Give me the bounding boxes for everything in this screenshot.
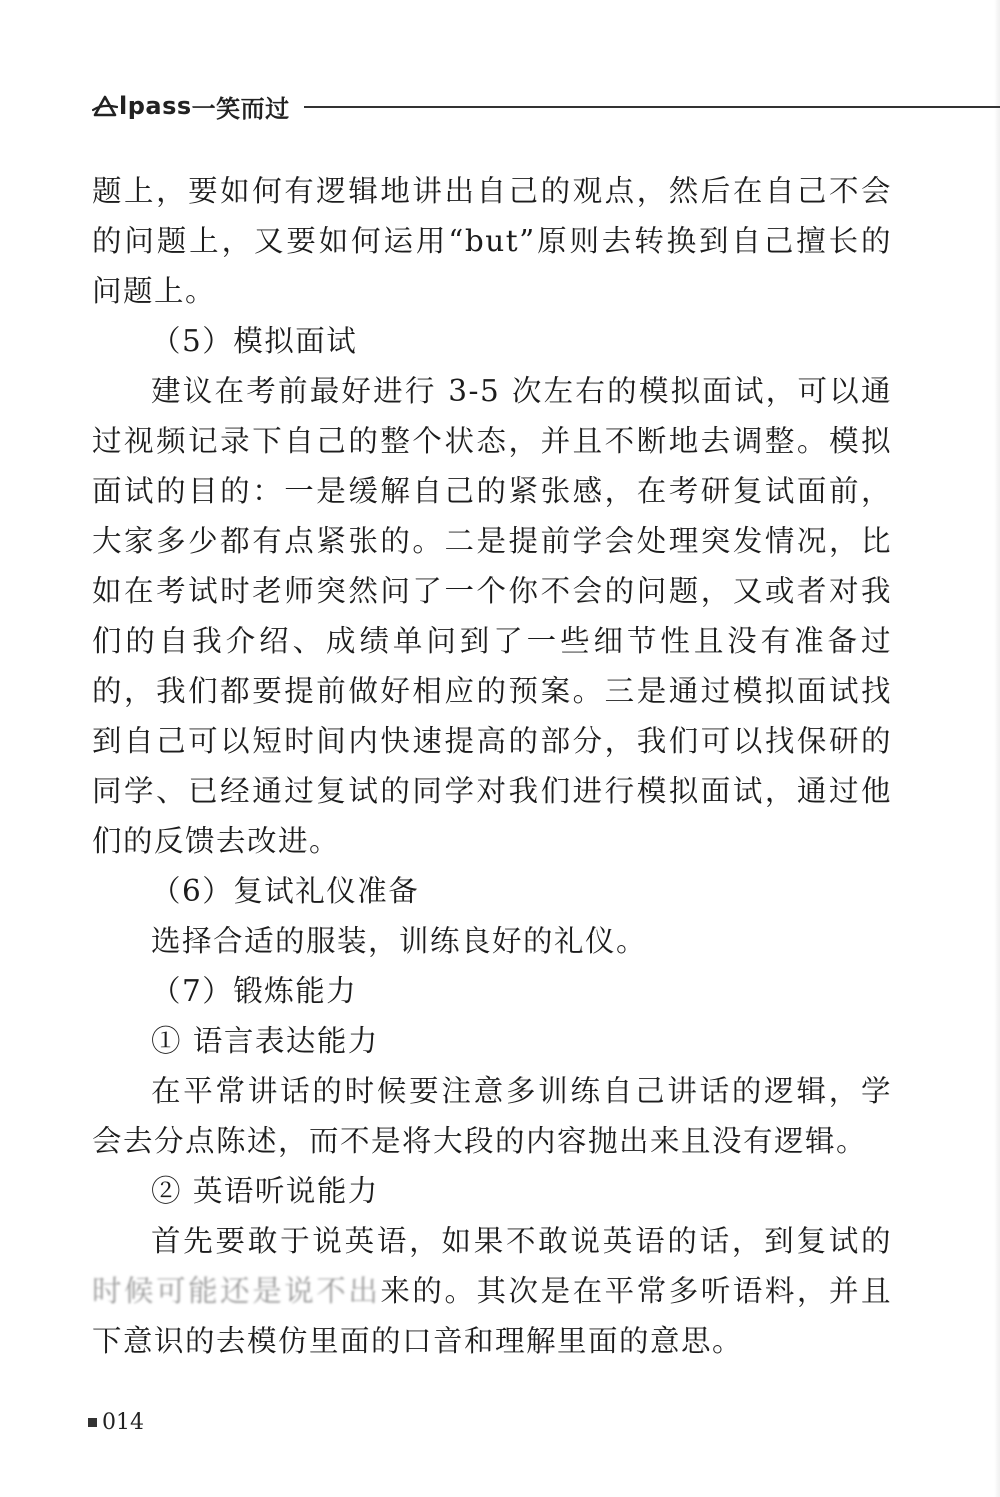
- page-number: 014: [102, 1410, 144, 1435]
- header-rule: [304, 106, 1000, 108]
- section-heading-etiquette: （6）复试礼仪准备: [151, 874, 420, 908]
- paragraph-mock-interview: 建议在考前最好进行 3-5 次左右的模拟面试，可以通过视频记录下自己的整个状态，并且不断地去调整。模拟面试的目的：一是缓解自己的紧张感，在考研复试面前，大家多少都有点紧张的。二是提前学会处理突发情况，比如在考试时老师突然问了一个你不会的问题，又或者对我们的自我介绍、成绩单问到了一些细节性且没有准备过的，我们都要提前做好相应的预案。三是通过模拟面试找到自己可以短时间内快速提高的部分，我们可以找保研的同学、已经通过复试的同学对我们进行模拟面试，通过他们的反馈去改进。: [92, 374, 892, 858]
- paragraph-english-line-1: 首先要敢于说英语，如果不敢说英语的话，到复试的: [151, 1224, 892, 1258]
- paragraph-english-rest: 来的。其次是在平常多听语料，并且下意识的去模仿里面的口音和理解里面的意思。: [92, 1274, 892, 1358]
- square-bullet-icon: [88, 1418, 97, 1427]
- section-heading-mock-interview: （5）模拟面试: [151, 324, 358, 358]
- triangle-swoosh-icon: [92, 94, 118, 118]
- faded-print-text: 时候可能还是说不出: [92, 1274, 381, 1308]
- brand-tagline: 一笑而过: [191, 94, 290, 123]
- page-footer: [88, 1410, 144, 1435]
- brand-logo: [92, 88, 290, 124]
- section-heading-skills: （7）锻炼能力: [151, 974, 358, 1008]
- subheading-english-speaking: ② 英语听说能力: [151, 1174, 379, 1208]
- paragraph-etiquette: 选择合适的服装，训练良好的礼仪。: [151, 924, 648, 958]
- paragraph-verbal-expression: 在平常讲话的时候要注意多训练自己讲话的逻辑，学会去分点陈述，而不是将大段的内容抛出来且没有逻辑。: [92, 1074, 892, 1158]
- page-body: [92, 166, 892, 1366]
- subheading-verbal-expression: ① 语言表达能力: [151, 1024, 379, 1058]
- paragraph-english-speaking: [92, 1216, 892, 1366]
- brand-name: lpass: [119, 92, 192, 120]
- paragraph-continuation: 题上，要如何有逻辑地讲出自己的观点，然后在自己不会的问题上，又要如何运用“but”原则去转换到自己擅长的问题上。: [92, 174, 892, 308]
- running-header: [92, 88, 1000, 128]
- page-edge-shadow: [994, 0, 1000, 1497]
